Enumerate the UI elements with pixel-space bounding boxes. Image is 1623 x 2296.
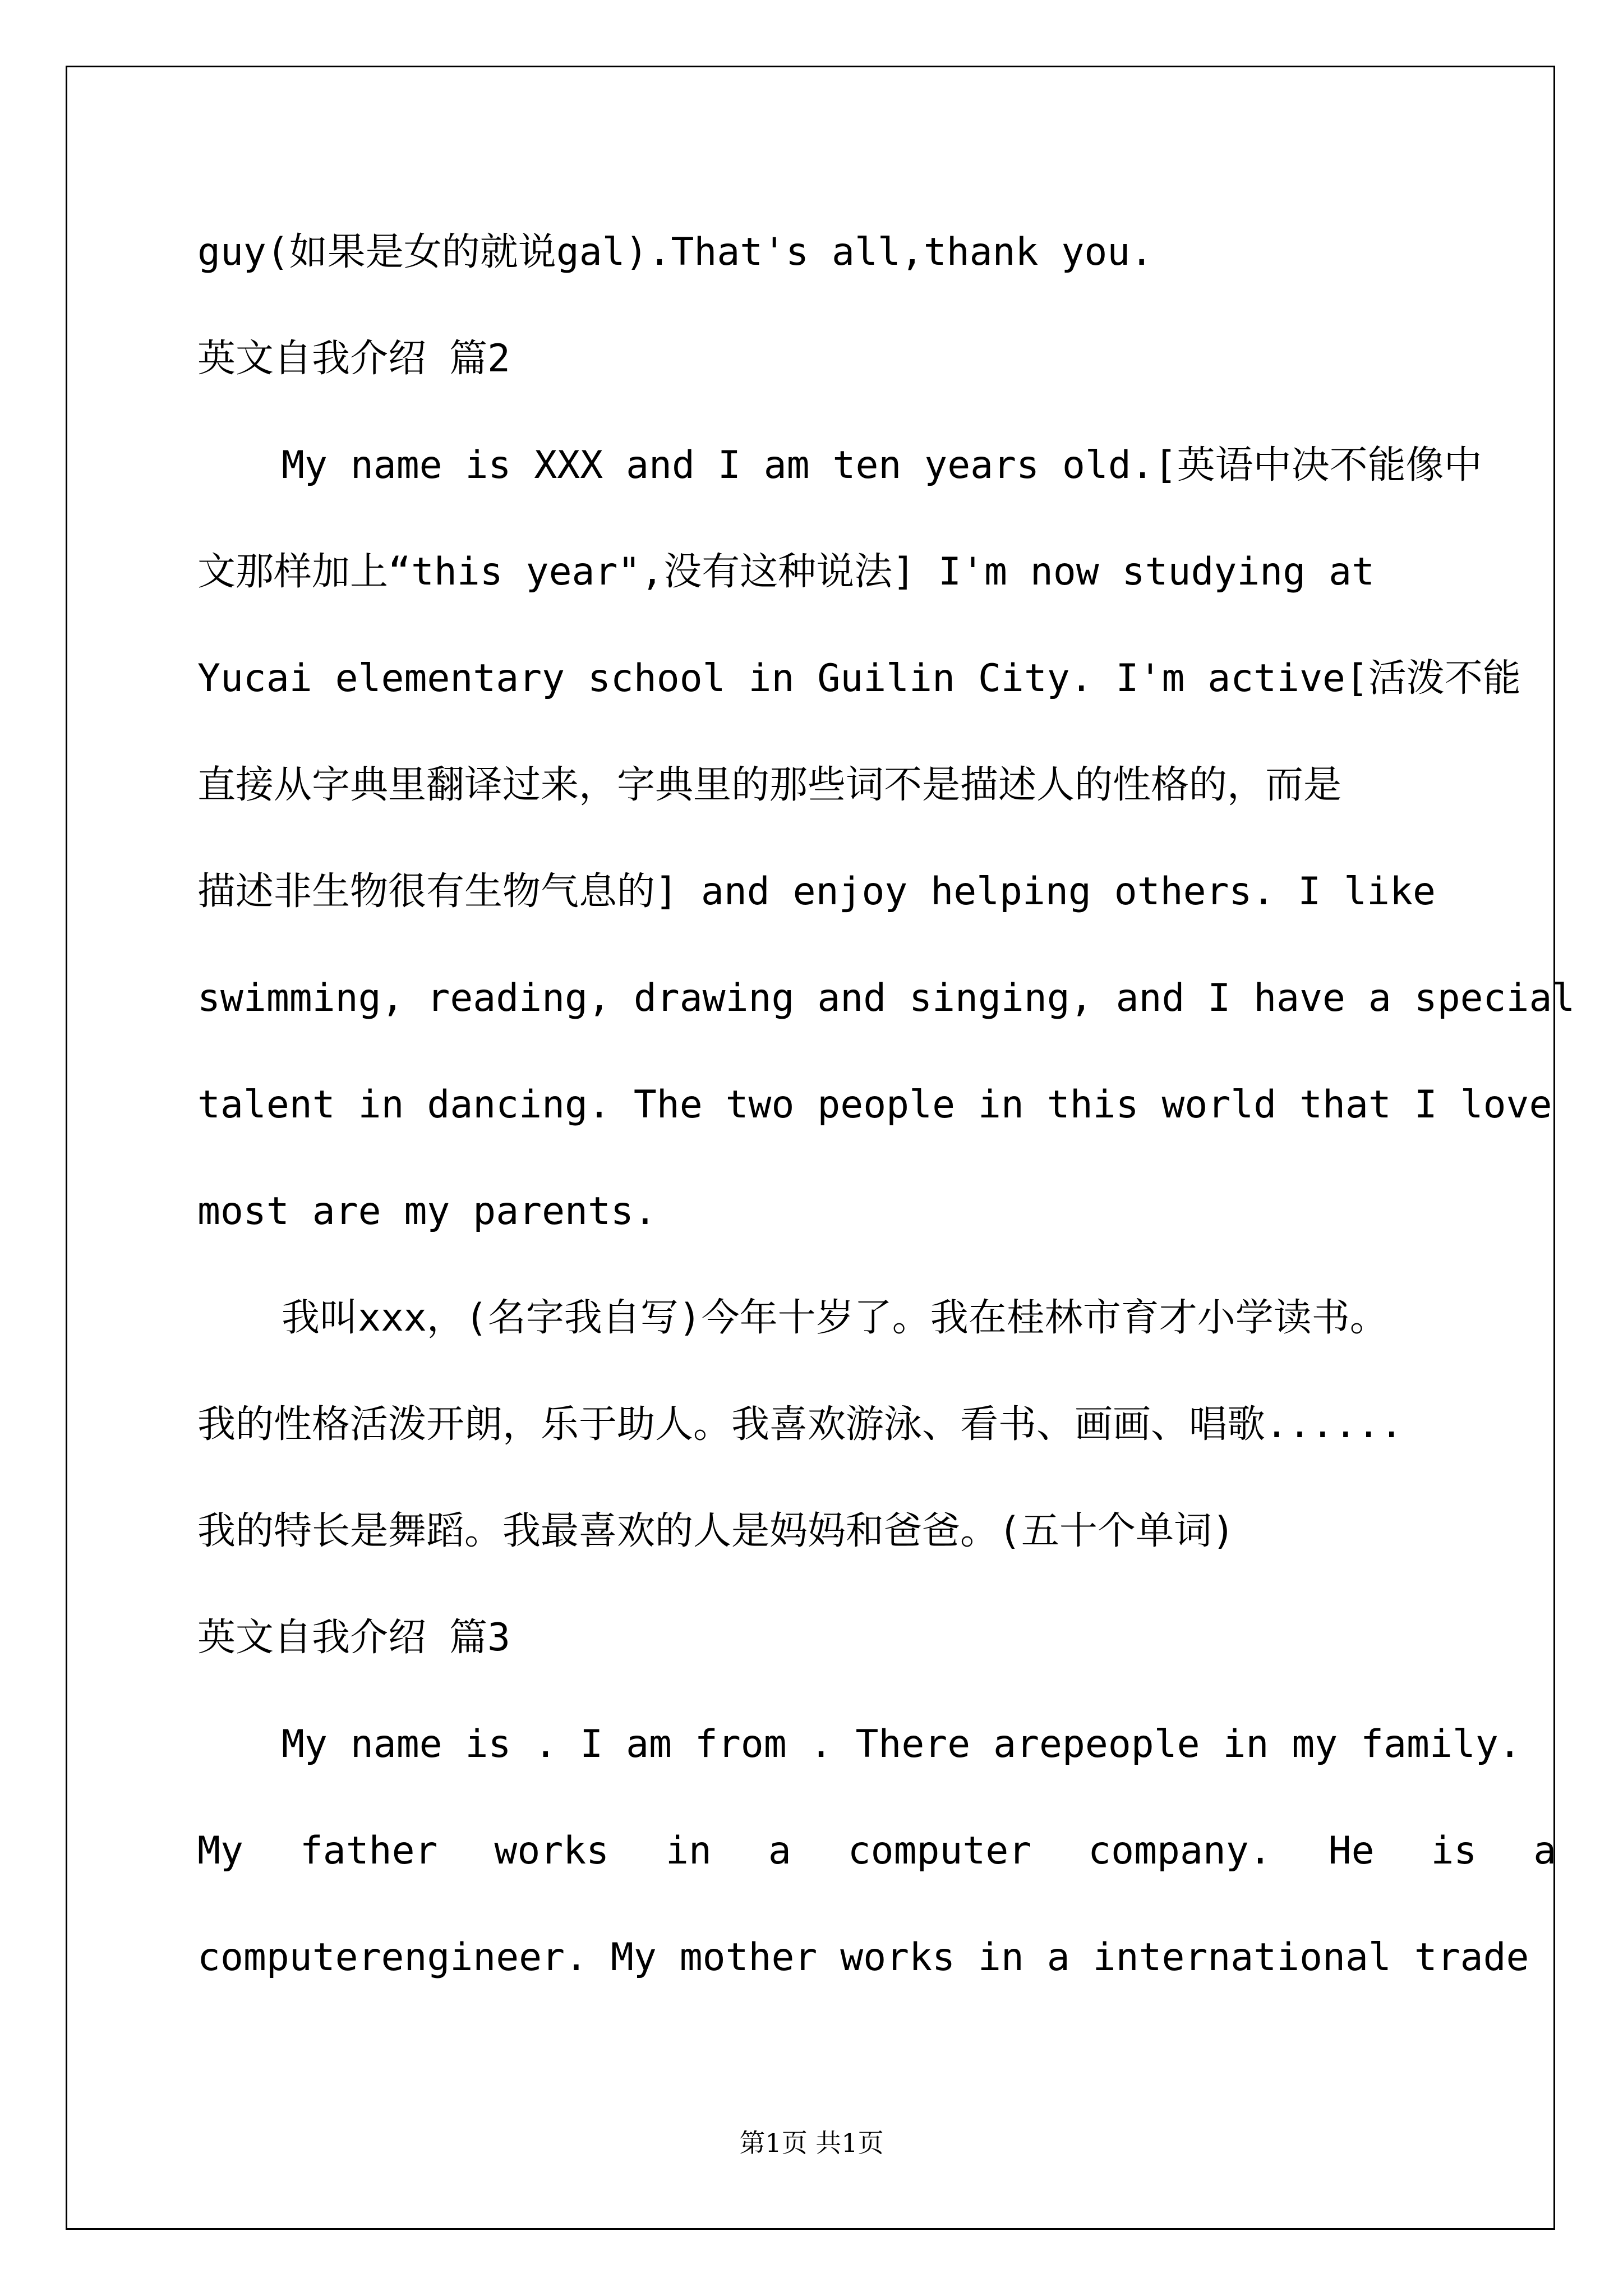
text-line: My name is XXX and I am ten years old.[英语中决不能像中 bbox=[282, 443, 1482, 487]
section-heading: 英文自我介绍 篇2 bbox=[197, 337, 510, 381]
text-line: My name is . I am from . There arepeople in my family. bbox=[282, 1722, 1521, 1766]
text-line: My father works in a computer company. He is a bbox=[197, 1829, 1557, 1873]
text-line: swimming, reading, drawing and singing, and I have a special bbox=[197, 976, 1575, 1020]
text-line: guy(如果是女的就说gal).That's all,thank you. bbox=[197, 230, 1154, 274]
text-line: 描述非生物很有生物气息的] and enjoy helping others. I like bbox=[197, 869, 1436, 914]
text-line: computerengineer. My mother works in a international trade bbox=[197, 1935, 1529, 1980]
text-line: Yucai elementary school in Guilin City. I'm active[活泼不能 bbox=[197, 656, 1521, 701]
page-border bbox=[66, 66, 1555, 2230]
text-line: 我叫xxx，(名字我自写)今年十岁了。我在桂林市育才小学读书。 bbox=[282, 1296, 1388, 1340]
text-line: 文那样加上“this year",没有这种说法] I'm now studying at bbox=[197, 550, 1375, 594]
text-line: talent in dancing. The two people in this world that I love bbox=[197, 1083, 1552, 1127]
section-heading: 英文自我介绍 篇3 bbox=[197, 1616, 510, 1660]
text-line: 我的特长是舞蹈。我最喜欢的人是妈妈和爸爸。(五十个单词) bbox=[197, 1509, 1235, 1553]
text-line: 我的性格活泼开朗，乐于助人。我喜欢游泳、看书、画画、唱歌...... bbox=[197, 1402, 1403, 1447]
page-footer: 第1页 共1页 bbox=[739, 2128, 884, 2158]
text-line: most are my parents. bbox=[197, 1189, 657, 1234]
text-line: 直接从字典里翻译过来，字典里的那些词不是描述人的性格的，而是 bbox=[197, 763, 1342, 807]
